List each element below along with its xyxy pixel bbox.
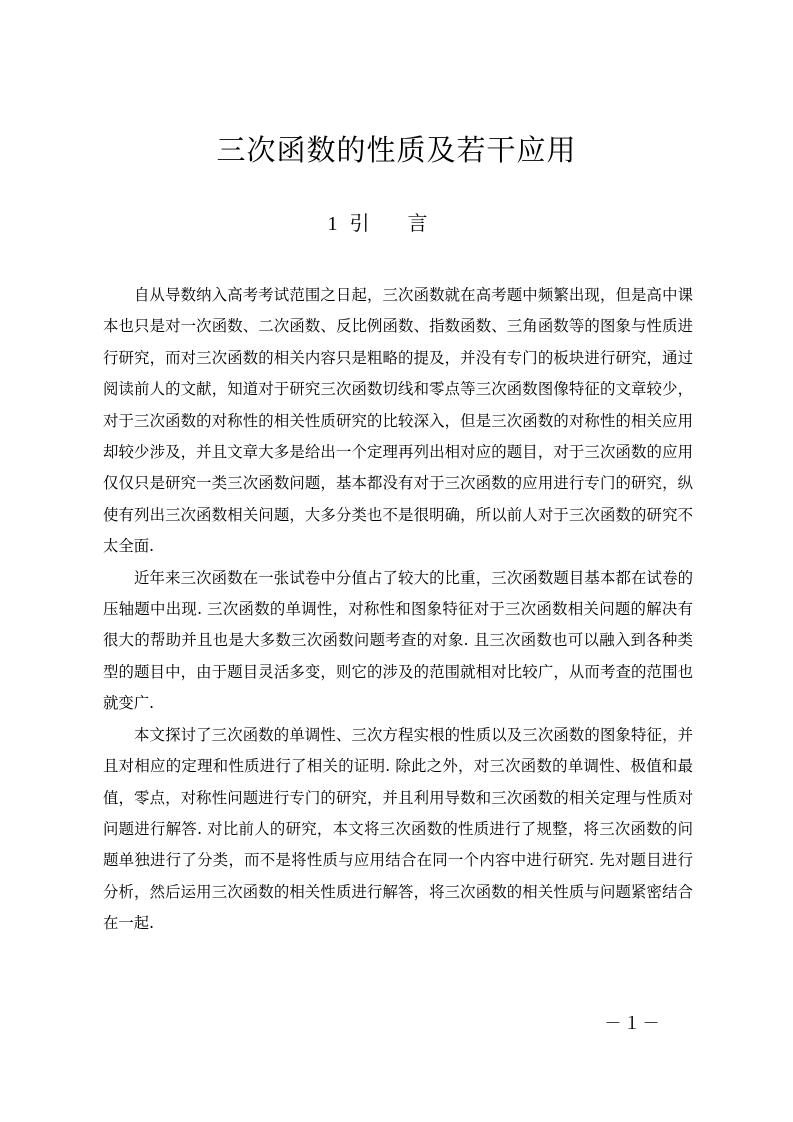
paragraph-3: 本文探讨了三次函数的单调性、三次方程实根的性质以及三次函数的图象特征，并且对相应的定理和性质进行了相关的证明. 除此之外，对三次函数的单调性、极值和最值，零点，对称性问题进行专门的研究，并且利用导数和三次函数的相关定理与性质对问题进行解答. 对比前人的研究，本文将三次函数的性质进行了规整，将三次函数的问题单独进行了分类，而不是将性质与应用结合在同一个内容中进行研究. 先对题目进行分析，然后运用三次函数的相关性质进行解答，将三次函数的相关性质与问题紧密结合在一起. (103, 725, 693, 933)
body-text (103, 280, 693, 940)
page-number: －１－ (604, 1014, 662, 1033)
paragraph-1: 自从导数纳入高考考试范围之日起，三次函数就在高考题中频繁出现，但是高中课本也只是对一次函数、二次函数、反比例函数、指数函数、三角函数等的图象与性质进行研究，而对三次函数的相关内容只是粗略的提及，并没有专门的板块进行研究，通过阅读前人的文献，知道对于研究三次函数切线和零点等三次函数图像特征的文章较少，对于三次函数的对称性的相关性质研究的比较深入，但是三次函数的对称性的相关应用却较少涉及，并且文章大多是给出一个定理再列出相对应的题目，对于三次函数的应用仅仅只是研究一类三次函数问题，基本都没有对于三次函数的应用进行专门的研究，纵使有列出三次函数相关问题，大多分类也不是很明确，所以前人对于三次函数的研究不太全面. (103, 286, 693, 556)
section-heading (0, 208, 793, 239)
paragraph-2: 近年来三次函数在一张试卷中分值占了较大的比重，三次函数题目基本都在试卷的压轴题中出现. 三次函数的单调性，对称性和图象特征对于三次函数相关问题的解决有很大的帮助并且也是大多数三次函数问题考查的对象. 且三次函数也可以融入到各种类型的题目中，由于题目灵活多变，则它的涉及的范围就相对比较广，从而考查的范围也就变广. (103, 568, 693, 713)
document-title: 三次函数的性质及若干应用 (216, 133, 577, 167)
section-number: 1 (327, 213, 338, 235)
section-label: 引言 (349, 211, 466, 235)
